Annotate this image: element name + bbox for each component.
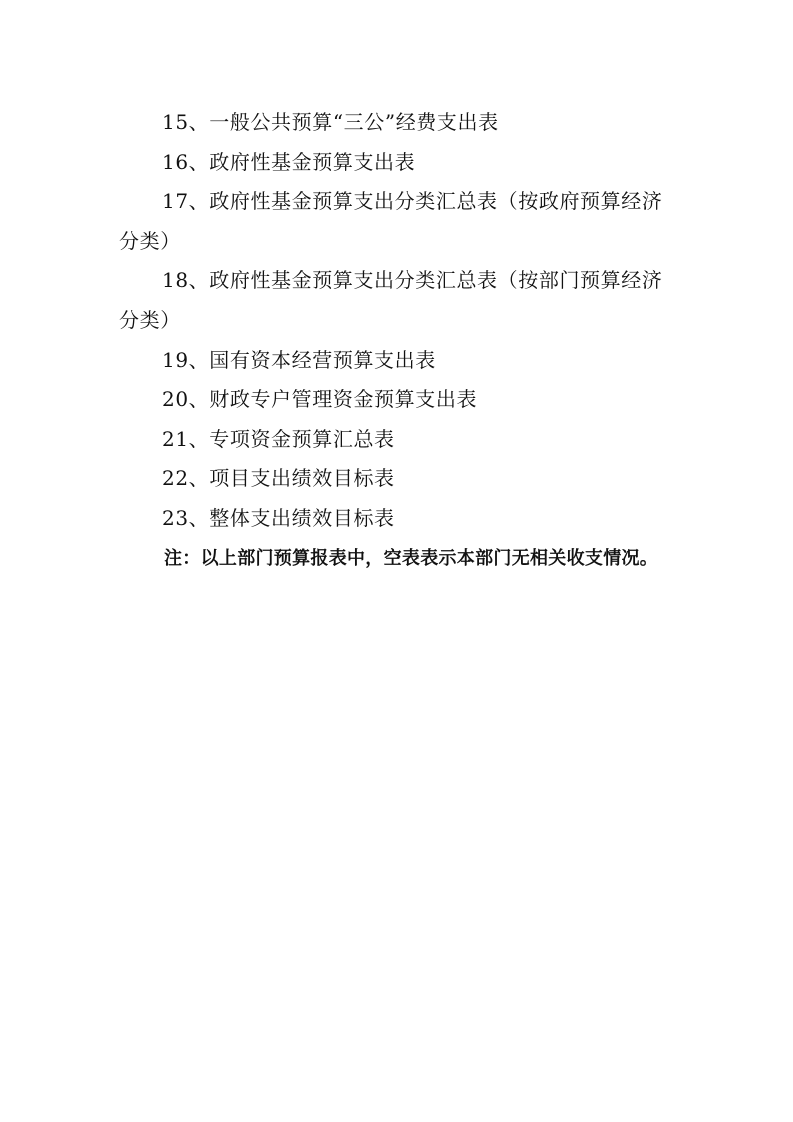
- note-text: 注：以上部门预算报表中，空表表示本部门无相关收支情况。: [164, 547, 659, 569]
- table-list: [119, 103, 679, 578]
- list-item-22: 22、项目支出绩效目标表: [162, 466, 395, 491]
- list-item-20: 20、财政专户管理资金预算支出表: [162, 387, 478, 412]
- list-item-23: 23、整体支出绩效目标表: [162, 505, 395, 530]
- list-item-17: 17、政府性基金预算支出分类汇总表（按政府预算经济分类）: [119, 189, 663, 253]
- list-item-18: 18、政府性基金预算支出分类汇总表（按部门预算经济分类）: [119, 268, 663, 332]
- list-item-15: 15、一般公共预算“三公”经费支出表: [162, 110, 499, 134]
- list-item-21: 21、专项资金预算汇总表: [162, 426, 395, 451]
- list-item-19: 19、国有资本经营预算支出表: [162, 347, 436, 372]
- list-item-16: 16、政府性基金预算支出表: [162, 149, 416, 174]
